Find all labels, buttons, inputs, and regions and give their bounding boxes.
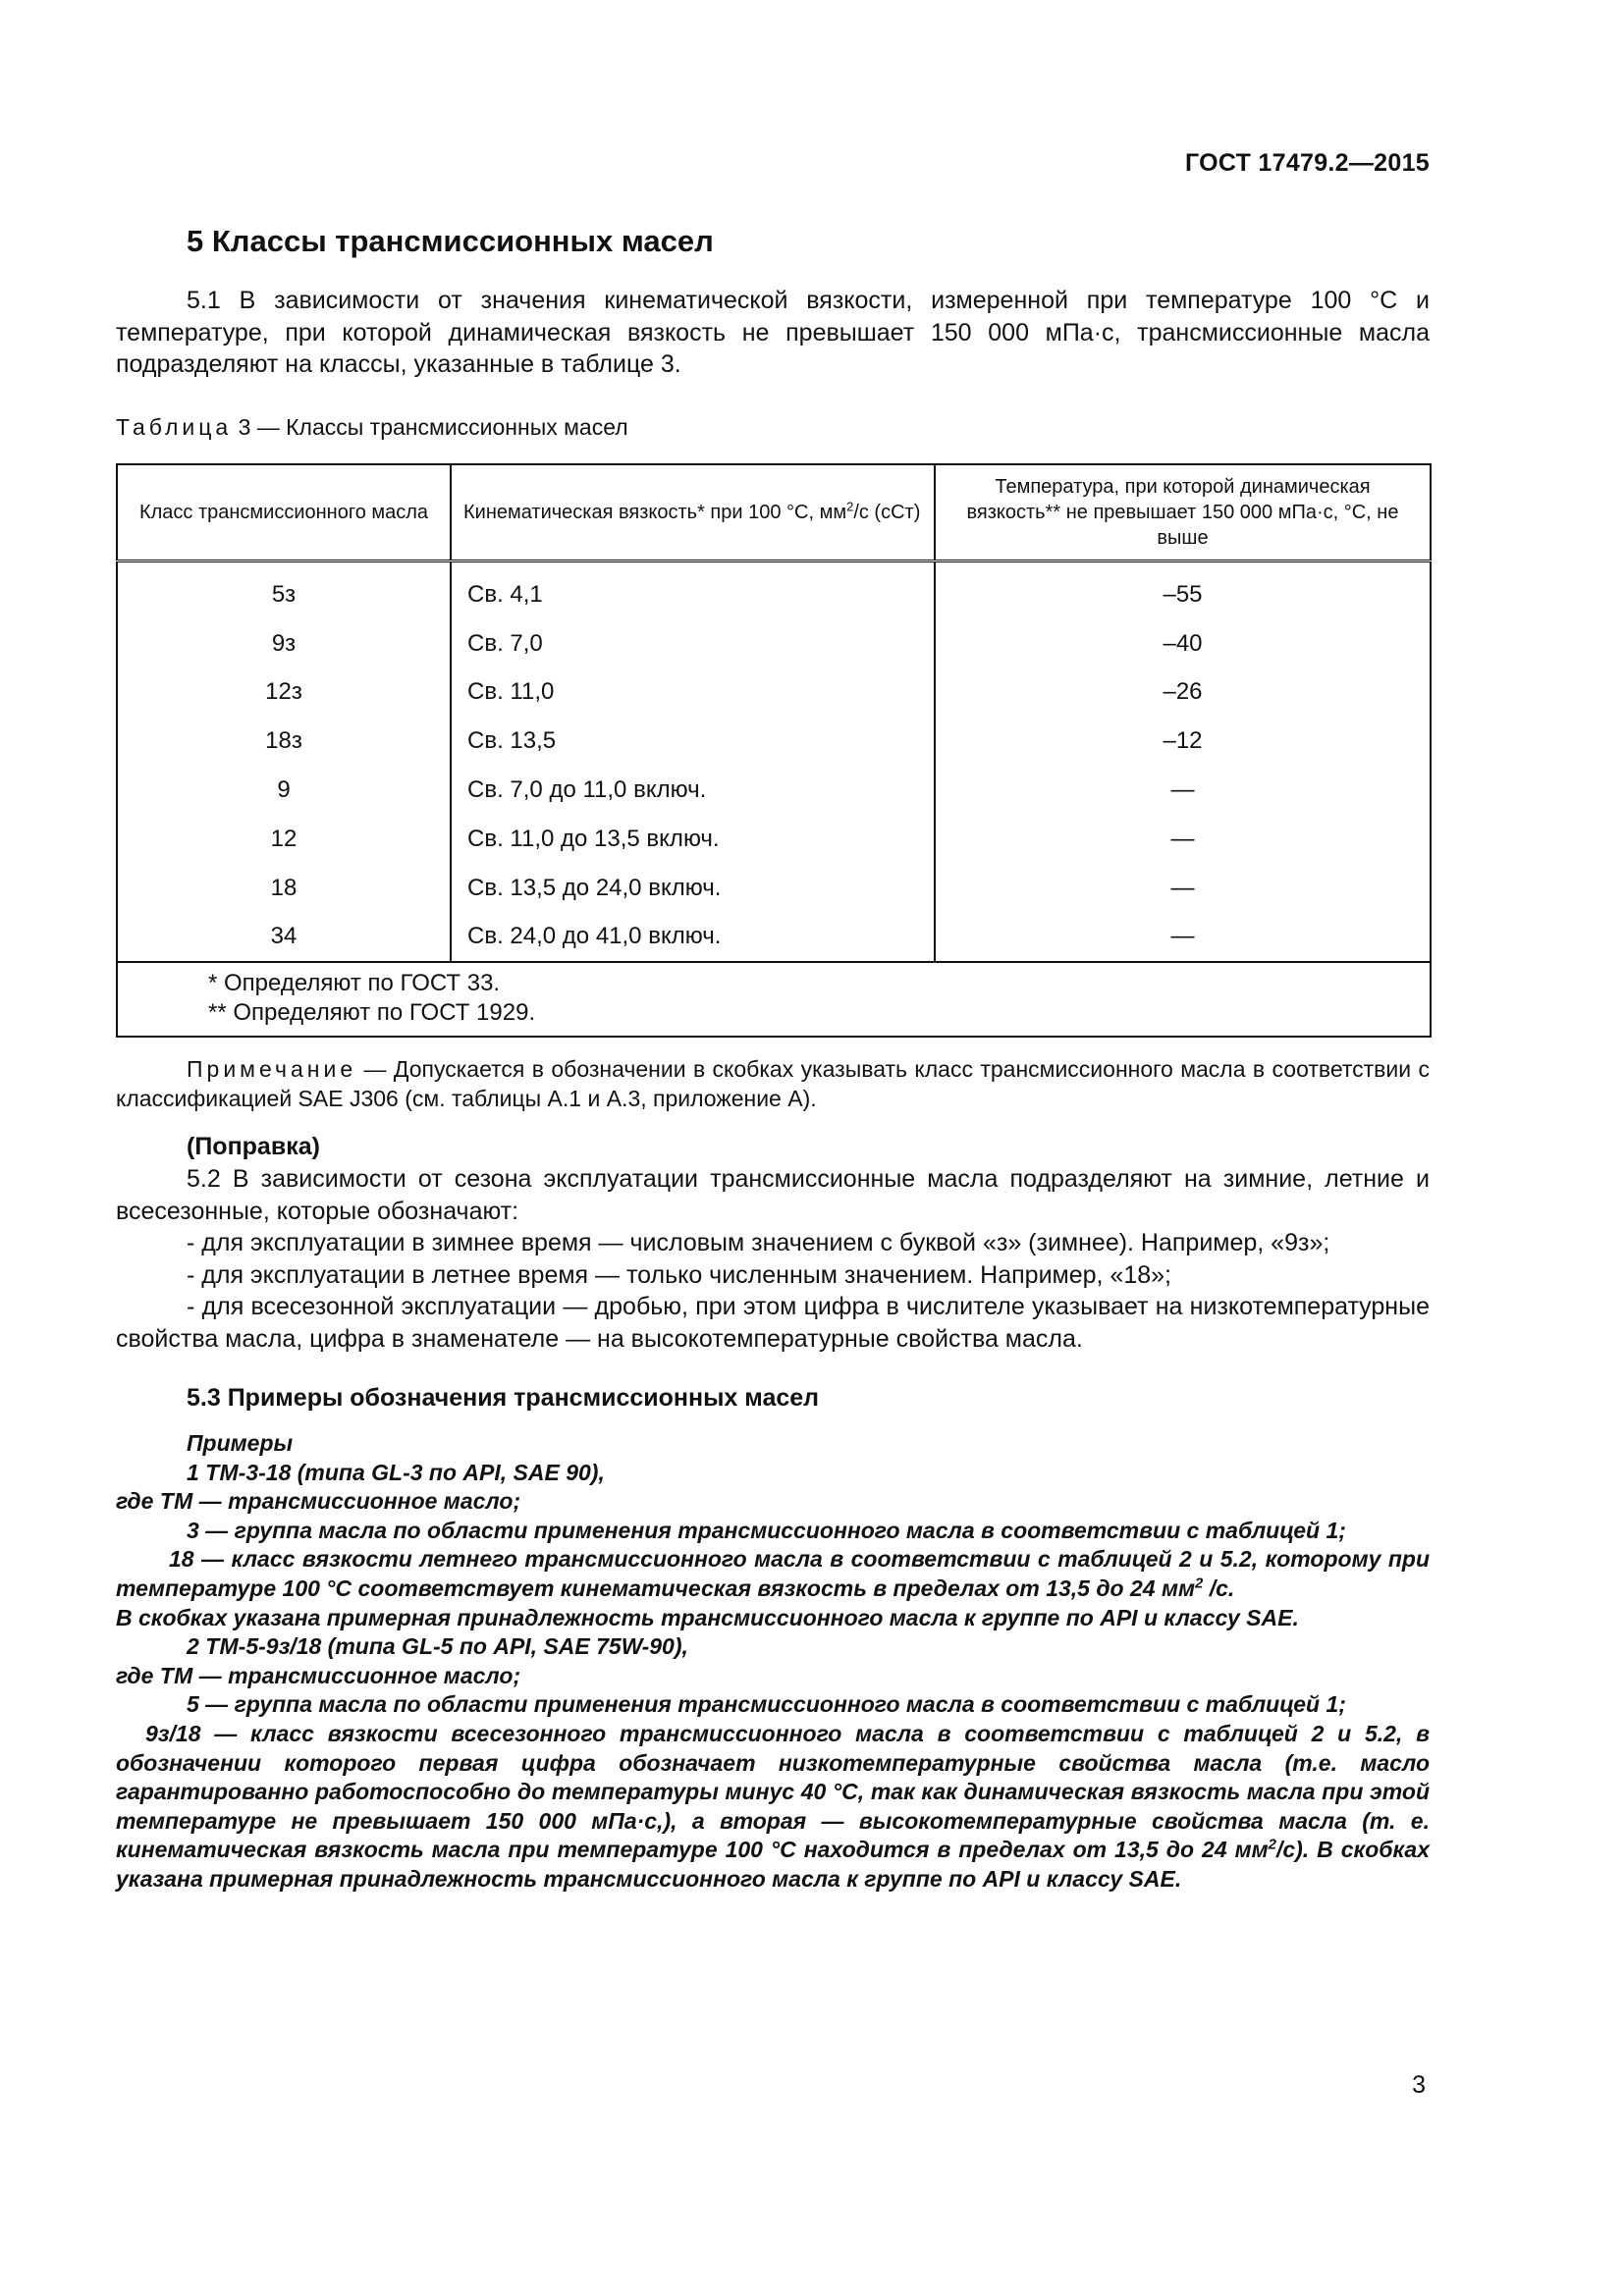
cell-viscosity: Св. 4,1 bbox=[451, 561, 935, 619]
cell-viscosity: Св. 13,5 bbox=[451, 717, 935, 766]
footnote-2: ** Определяют по ГОСТ 1929. bbox=[208, 999, 536, 1027]
cell-temperature: — bbox=[935, 864, 1431, 913]
section-5-title: 5 Классы трансмиссионных масел bbox=[187, 224, 714, 258]
cell-class: 18з bbox=[117, 717, 451, 766]
document-code: ГОСТ 17479.2—2015 bbox=[1184, 149, 1430, 177]
cell-viscosity: Св. 11,0 bbox=[451, 668, 935, 718]
table-row bbox=[117, 619, 1431, 668]
cell-class: 12з bbox=[117, 668, 451, 718]
table-note bbox=[116, 1054, 1430, 1113]
amendment-label: (Поправка) bbox=[187, 1133, 320, 1160]
list-item: - для эксплуатации в зимнее время — числовым значением с буквой «з» (зимнее). Например, «9з»; bbox=[187, 1229, 1330, 1256]
note-label: Примечание bbox=[187, 1056, 357, 1082]
cell-viscosity: Св. 13,5 до 24,0 включ. bbox=[451, 864, 935, 913]
table-caption bbox=[116, 414, 628, 441]
cell-temperature: –12 bbox=[935, 717, 1431, 766]
header-temperature: Температура, при которой динамическая вязкость** не превышает 150 000 мПа·с, °С, не выше bbox=[935, 464, 1431, 561]
cell-temperature: — bbox=[935, 815, 1431, 864]
header-viscosity-main: Кинематическая вязкость* при 100 °С, мм bbox=[463, 502, 847, 523]
cell-temperature: — bbox=[935, 913, 1431, 963]
example-2-group: 5 — группа масла по области применения трансмиссионного масла в соответствии с таблицей 1; bbox=[187, 1691, 1346, 1718]
header-viscosity bbox=[451, 464, 935, 561]
example-1-class-sup: 2 bbox=[1195, 1575, 1204, 1592]
cell-viscosity: Св. 24,0 до 41,0 включ. bbox=[451, 913, 935, 963]
page-number: 3 bbox=[1412, 2071, 1426, 2099]
paragraph-5-2 bbox=[116, 1163, 1430, 1355]
example-2-where: где ТМ — трансмиссионное масло; bbox=[116, 1662, 521, 1688]
table-row bbox=[117, 913, 1431, 963]
paragraph-5-1: 5.1 В зависимости от значения кинематической вязкости, измеренной при температуре 100 °С и температуре, при которой динамическая вязкость не превышает 150 000 мПа·с, трансмиссионные масла подразделяют на классы, указанные в таблице 3. bbox=[116, 287, 1430, 378]
example-1-group: 3 — группа масла по области применения трансмиссионного масла в соответствии с таблицей 1; bbox=[187, 1517, 1346, 1543]
cell-class: 34 bbox=[117, 913, 451, 963]
cell-temperature: –40 bbox=[935, 619, 1431, 668]
header-viscosity-tail: /с (сСт) bbox=[853, 502, 921, 523]
cell-class: 9 bbox=[117, 766, 451, 815]
cell-class: 5з bbox=[117, 561, 451, 619]
table-row bbox=[117, 561, 1431, 619]
cell-class: 12 bbox=[117, 815, 451, 864]
cell-temperature: –55 bbox=[935, 561, 1431, 619]
table-footnotes bbox=[117, 962, 1431, 1037]
cell-class: 9з bbox=[117, 619, 451, 668]
example-1-class-tail: /с. bbox=[1203, 1575, 1235, 1601]
table-row bbox=[117, 717, 1431, 766]
note-text: — Допускается в обозначении в скобках указывать класс трансмиссионного масла в соответствии с классификацией SAE J306 (см. таблицы А.1 и А.3, приложение А). bbox=[116, 1056, 1430, 1111]
viscosity-class-table bbox=[116, 463, 1432, 1038]
cell-class: 18 bbox=[117, 864, 451, 913]
example-2-title: 2 ТМ-5-9з/18 (типа GL-5 по API, SAE 75W-90), bbox=[187, 1633, 688, 1660]
footnote-1: * Определяют по ГОСТ 33. bbox=[208, 970, 501, 997]
table-caption-text: 3 — Классы трансмиссионных масел bbox=[238, 414, 628, 440]
example-1-brackets: В скобках указана примерная принадлежность трансмиссионного масла к группе по API и классу SAE. bbox=[116, 1604, 1299, 1630]
table-header-row bbox=[117, 464, 1431, 561]
cell-viscosity: Св. 7,0 bbox=[451, 619, 935, 668]
table-row bbox=[117, 766, 1431, 815]
cell-viscosity: Св. 11,0 до 13,5 включ. bbox=[451, 815, 935, 864]
examples-heading: Примеры bbox=[187, 1430, 294, 1456]
cell-temperature: — bbox=[935, 766, 1431, 815]
example-2-class-tail: /с). В скобках указана примерная принадлежность трансмиссионного масла к группе по API и классу SAE. bbox=[116, 1837, 1431, 1892]
table-row bbox=[117, 815, 1431, 864]
example-1-where: где ТМ — трансмиссионное масло; bbox=[116, 1488, 521, 1515]
cell-temperature: –26 bbox=[935, 668, 1431, 718]
paragraph-5-2-intro: 5.2 В зависимости от сезона эксплуатации трансмиссионные масла подразделяют на зимние, летние и всесезонные, которые обозначают: bbox=[116, 1165, 1430, 1225]
list-item: - для всесезонной эксплуатации — дробью, при этом цифра в числителе указывает на низкотемпературные свойства масла, цифра в знаменателе — на высокотемпературные свойства масла. bbox=[116, 1293, 1430, 1353]
table-row bbox=[117, 864, 1431, 913]
list-item: - для эксплуатации в летнее время — только численным значением. Например, «18»; bbox=[187, 1260, 1171, 1289]
table-row bbox=[117, 668, 1431, 718]
examples-block bbox=[116, 1429, 1430, 1895]
example-2-class bbox=[116, 1720, 1430, 1895]
example-1-class bbox=[116, 1545, 1430, 1603]
example-2-class-sup: 2 bbox=[1268, 1836, 1276, 1853]
header-viscosity-sup: 2 bbox=[846, 499, 854, 514]
example-2-class-text: 9з/18 — класс вязкости всесезонного трансмиссионного масла в соответствии с таблицей 2 и 5.2, в обозначении которого первая цифра обозначает низкотемпературные свойства масла (т.е. масло гарантированно работоспособно до температуры минус 40 °С, так как динамическая вязкость масла при этой температуре не превышает 150 000 мПа·с,), а вторая — высокотемпературные свойства масла (т. е. кинематическая вязкость масла при температуре 100 °С находится в пределах от 13,5 до 24 мм bbox=[116, 1720, 1430, 1863]
section-5-3-title: 5.3 Примеры обозначения трансмиссионных масел bbox=[187, 1384, 820, 1412]
header-class: Класс трансмиссионного масла bbox=[117, 464, 451, 561]
example-1-title: 1 ТМ-3-18 (типа GL-3 по API, SAE 90), bbox=[187, 1459, 605, 1485]
table-caption-label: Таблица bbox=[116, 414, 233, 440]
example-1-class-text: 18 — класс вязкости летнего трансмиссионного масла в соответствии с таблицей 2 и 5.2, которому при температуре 100 °С соответствует кинематическая вязкость в пределах от 13,5 до 24 мм bbox=[116, 1546, 1430, 1601]
cell-viscosity: Св. 7,0 до 11,0 включ. bbox=[451, 766, 935, 815]
